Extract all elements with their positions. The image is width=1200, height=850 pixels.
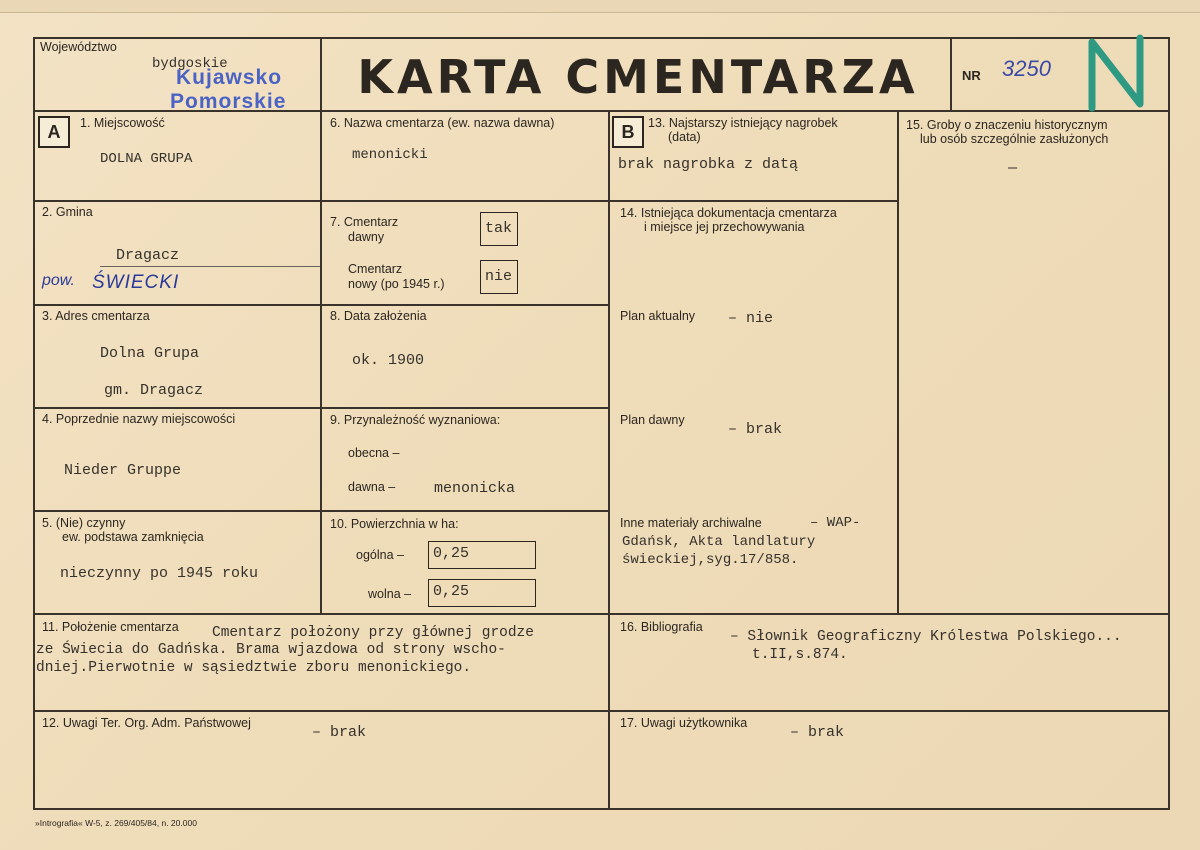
row-line-1 bbox=[33, 200, 608, 202]
f5-label-1: 5. (Nie) czynny bbox=[42, 516, 126, 530]
nr-label: NR bbox=[962, 68, 981, 83]
plan-aktualny-label: Plan aktualny bbox=[620, 309, 696, 323]
f6-value: menonicki bbox=[352, 147, 428, 163]
f2-value: Dragacz bbox=[116, 247, 180, 264]
card-title: KARTA CMENTARZA bbox=[357, 50, 919, 104]
f10-wolna-label: wolna – bbox=[368, 587, 412, 601]
f5-value: nieczynny po 1945 roku bbox=[60, 565, 259, 582]
f3-line1: Dolna Grupa bbox=[100, 345, 200, 362]
f7-nowy-label-2: nowy (po 1945 r.) bbox=[348, 277, 445, 291]
row-line-3 bbox=[33, 407, 608, 409]
f7-nowy-box: nie bbox=[480, 260, 518, 294]
f17-label: 17. Uwagi użytkownika bbox=[620, 716, 748, 730]
f10-ogolna-box: 0,25 bbox=[428, 541, 536, 569]
inne-materialy-line2: Gdańsk, Akta landlatury bbox=[622, 534, 816, 550]
row-line-b1 bbox=[608, 200, 897, 202]
frame-bottom bbox=[33, 808, 1170, 810]
f11-line2: ze Świecia do Gadńska. Brama wjazdowa od strony wscho- bbox=[36, 642, 506, 658]
plan-dawny-label: Plan dawny bbox=[620, 413, 685, 427]
card-top-edge bbox=[0, 0, 1200, 13]
wojewodztwo-label: Województwo bbox=[40, 40, 117, 54]
inne-materialy-label: Inne materiały archiwalne bbox=[620, 516, 762, 530]
col-divider-2 bbox=[608, 110, 610, 808]
f9-dawna-value: menonicka bbox=[434, 480, 516, 497]
f12-value: – brak bbox=[312, 724, 367, 741]
inne-materialy-line1: – WAP- bbox=[810, 515, 861, 531]
frame-left bbox=[33, 37, 35, 810]
row-line-6 bbox=[33, 710, 1170, 712]
col-divider-3 bbox=[897, 110, 899, 614]
f8-label: 8. Data założenia bbox=[330, 309, 427, 323]
frame-top bbox=[33, 37, 1170, 39]
f14-label-1: 14. Istniejąca dokumentacja cmentarza bbox=[620, 206, 837, 220]
section-b-badge: B bbox=[612, 116, 644, 148]
f15-label-1: 15. Groby o znaczeniu historycznym bbox=[906, 118, 1108, 132]
f17-value: – brak bbox=[790, 724, 845, 741]
f5-label-2: ew. podstawa zamknięcia bbox=[62, 530, 204, 544]
plan-aktualny-value: – nie bbox=[728, 310, 774, 327]
f13-label-2: (data) bbox=[668, 130, 701, 144]
f1-value: DOLNA GRUPA bbox=[100, 151, 193, 167]
f7-label: 7. Cmentarz bbox=[330, 215, 399, 229]
f7-dawny-label: dawny bbox=[348, 230, 385, 244]
f4-label: 4. Poprzednie nazwy miejscowości bbox=[42, 412, 236, 426]
f8-value: ok. 1900 bbox=[352, 352, 425, 369]
f9-obecna: obecna – bbox=[348, 446, 400, 460]
f10-label: 10. Powierzchnia w ha: bbox=[330, 517, 459, 531]
plan-dawny-value: – brak bbox=[728, 421, 783, 438]
f2-label: 2. Gmina bbox=[42, 205, 93, 219]
f10-ogolna-label: ogólna – bbox=[356, 548, 404, 562]
frame-right bbox=[1168, 37, 1170, 810]
f2-underline bbox=[100, 266, 320, 267]
wojewodztwo-typed: bydgoskie bbox=[152, 56, 228, 72]
f11-line1: Cmentarz położony przy głównej grodze bbox=[212, 625, 534, 641]
f2-handwritten-powiat: ŚWIECKI bbox=[92, 272, 180, 293]
f7-nowy-label-1: Cmentarz bbox=[348, 262, 403, 276]
f11-line3: dniej.Pierwotnie w sąsiedztwie zboru menonickiego. bbox=[36, 660, 472, 676]
row-line-5 bbox=[33, 613, 1170, 615]
f9-label: 9. Przynależność wyznaniowa: bbox=[330, 413, 501, 427]
nr-value: 3250 bbox=[1002, 56, 1051, 81]
f6-label: 6. Nazwa cmentarza (ew. nazwa dawna) bbox=[330, 116, 555, 130]
inne-materialy-line3: świeckiej,syg.17/858. bbox=[622, 552, 799, 568]
f16-line2: t.II,s.874. bbox=[752, 647, 848, 663]
section-a-badge: A bbox=[38, 116, 70, 148]
f2-handwritten-pow: pow. bbox=[42, 272, 75, 289]
f9-dawna: dawna – bbox=[348, 480, 396, 494]
row-line-4 bbox=[33, 510, 608, 512]
category-n-mark bbox=[1078, 30, 1158, 115]
f13-label-1: 13. Najstarszy istniejący nagrobek bbox=[648, 116, 838, 130]
f14-label-2: i miejsce jej przechowywania bbox=[644, 220, 805, 234]
f15-value: — bbox=[1008, 160, 1018, 177]
f3-line2: gm. Dragacz bbox=[104, 382, 204, 399]
col-divider-1 bbox=[320, 37, 322, 613]
f12-label: 12. Uwagi Ter. Org. Adm. Państwowej bbox=[42, 716, 251, 730]
f13-value: brak nagrobka z datą bbox=[618, 156, 799, 173]
f7-dawny-box: tak bbox=[480, 212, 518, 246]
f1-label: 1. Miejscowość bbox=[80, 116, 165, 130]
f10-wolna-box: 0,25 bbox=[428, 579, 536, 607]
print-info: »Intrografia« W-5, z. 269/405/84, n. 20.000 bbox=[35, 818, 197, 828]
f16-line1: – Słownik Geograficzny Królestwa Polskiego... bbox=[730, 629, 1122, 645]
wojewodztwo-stamp-line1: Kujawsko bbox=[176, 66, 283, 89]
wojewodztwo-stamp-line2: Pomorskie bbox=[170, 90, 287, 113]
f11-label: 11. Położenie cmentarza bbox=[42, 620, 179, 634]
f4-value: Nieder Gruppe bbox=[64, 462, 182, 479]
header-nr-divider bbox=[950, 37, 952, 111]
f15-label-2: lub osób szczególnie zasłużonych bbox=[920, 132, 1109, 146]
f16-label: 16. Bibliografia bbox=[620, 620, 703, 634]
row-line-2 bbox=[33, 304, 608, 306]
f3-label: 3. Adres cmentarza bbox=[42, 309, 150, 323]
